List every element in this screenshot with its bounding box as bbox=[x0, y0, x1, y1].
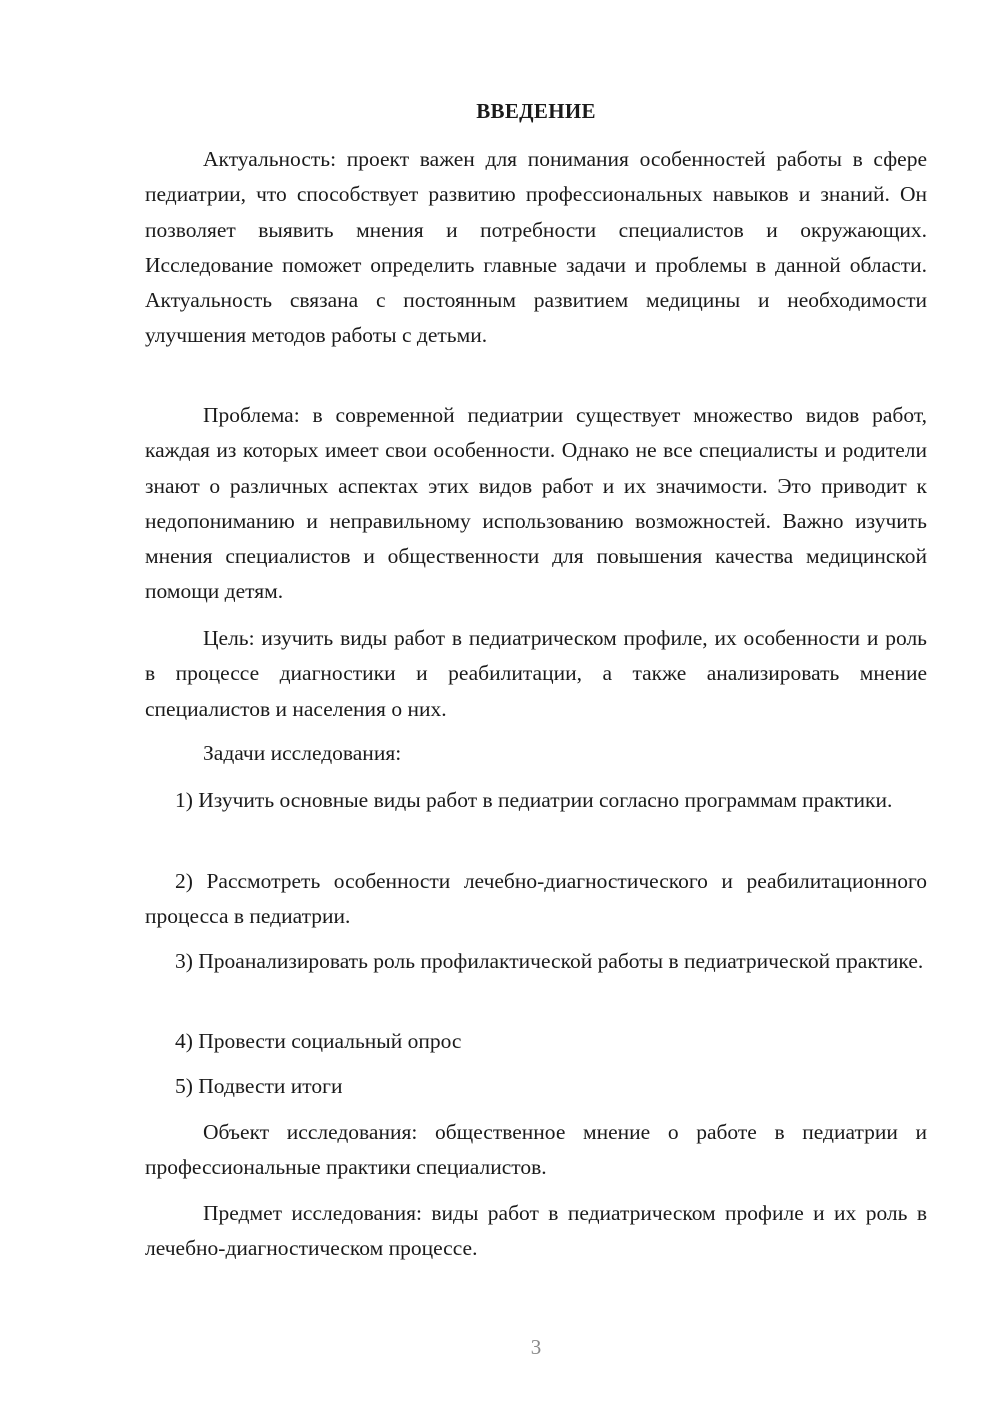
paragraph-goal: Цель: изучить виды работ в педиатрическом профиле, их особенности и роль в процессе диагностики и реабилитации, а также анализировать мнение специалистов и населения о них. bbox=[145, 626, 927, 721]
list-item-task-1: 1) Изучить основные виды работ в педиатрии согласно программам практики. bbox=[175, 788, 893, 812]
list-item-task-2: 2) Рассмотреть особенности лечебно-диагностического и реабилитационного процесса в педиатрии. bbox=[145, 869, 927, 929]
list-item-task-3: 3) Проанализировать роль профилактической работы в педиатрической практике. bbox=[175, 949, 924, 973]
page-title: ВВЕДЕНИЕ bbox=[476, 99, 596, 123]
paragraph-tasks-heading: Задачи исследования: bbox=[203, 741, 402, 765]
page-number: 3 bbox=[530, 1335, 542, 1359]
list-item-task-4: 4) Провести социальный опрос bbox=[175, 1029, 462, 1053]
paragraph-subject: Предмет исследования: виды работ в педиатрическом профиле и их роль в лечебно-диагностическом процессе. bbox=[145, 1201, 927, 1261]
paragraph-object: Объект исследования: общественное мнение о работе в педиатрии и профессиональные практики специалистов. bbox=[145, 1120, 927, 1180]
list-item-task-5: 5) Подвести итоги bbox=[175, 1074, 343, 1098]
paragraph-problem: Проблема: в современной педиатрии существует множество видов работ, каждая из которых имеет свои особенности. Однако не все специалисты и родители знают о различных аспектах этих видов работ и их значимости. Это приводит к недопониманию и неправильному использованию возможностей. Важно изучить мнения специалистов и общественности для повышения качества медицинской помощи детям. bbox=[145, 403, 927, 604]
paragraph-relevance: Актуальность: проект важен для понимания особенностей работы в сфере педиатрии, что способствует развитию профессиональных навыков и знаний. Он позволяет выявить мнения и потребности специалистов и окружающих. Исследование поможет определить главные задачи и проблемы в данной области. Актуальность связана с постоянным развитием медицины и необходимости улучшения методов работы с детьми. bbox=[145, 147, 927, 348]
